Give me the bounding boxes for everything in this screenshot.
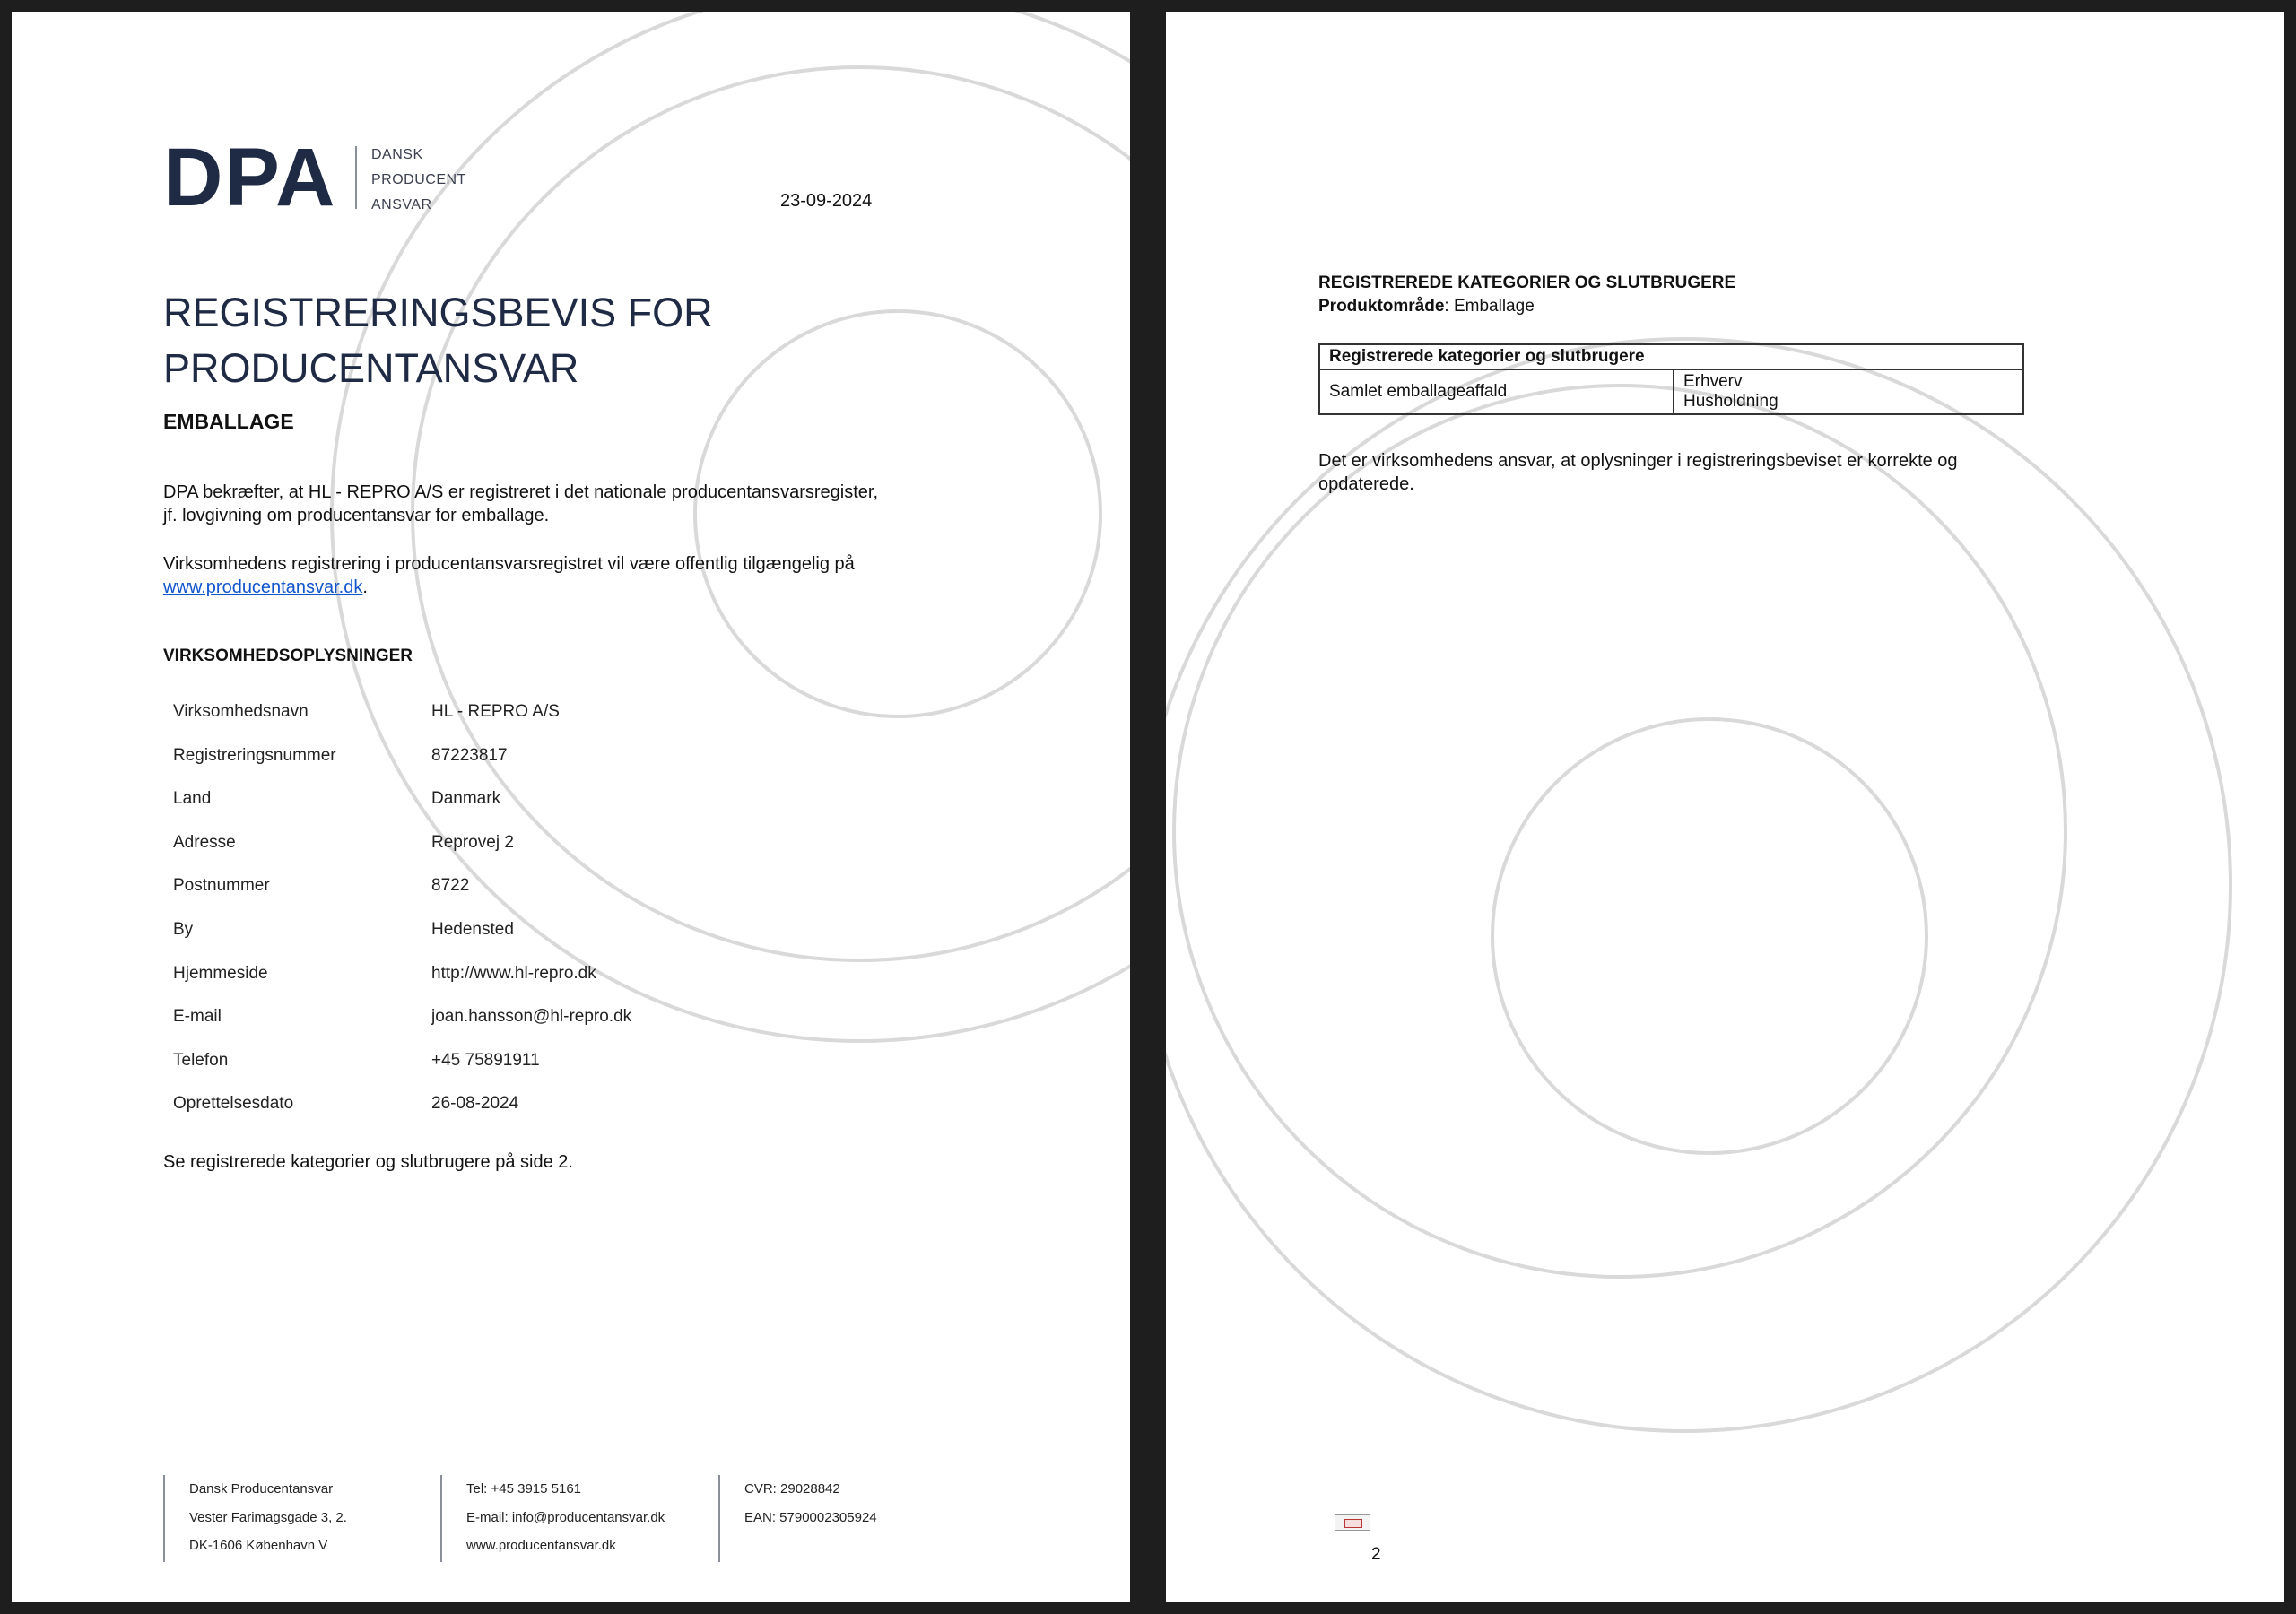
company-info-heading: VIRKSOMHEDSOPLYSNINGER <box>163 646 413 665</box>
document-page-2 <box>1166 12 2284 1602</box>
info-value: http://www.hl-repro.dk <box>431 963 596 983</box>
footer-website[interactable]: www.producentansvar.dk <box>466 1538 616 1553</box>
footer-ean: EAN: 5790002305924 <box>744 1509 877 1525</box>
ring-middle <box>1174 386 2066 1277</box>
table-header: Registrerede kategorier og slutbrugere <box>1319 344 2023 369</box>
registry-line-1: Virksomhedens registrering i producentansvarsregistret vil være offentlig tilgængelig på <box>163 554 855 574</box>
category-cell: Samlet emballageaffald <box>1319 369 1674 414</box>
product-area-label: Produktområde <box>1318 297 1445 316</box>
footer-cvr: CVR: 29028842 <box>744 1481 840 1497</box>
table-header-row <box>1319 344 2023 369</box>
info-label: Telefon <box>173 1050 229 1070</box>
table-row <box>173 876 631 920</box>
table-row <box>173 702 631 746</box>
info-label: E-mail <box>173 1007 222 1027</box>
table-row <box>173 789 631 833</box>
info-value: +45 75891911 <box>431 1050 540 1070</box>
info-value: joan.hansson@hl-repro.dk <box>431 1007 632 1027</box>
registry-line-2 <box>163 576 855 599</box>
product-area-value: : Emballage <box>1444 297 1535 316</box>
background-rings <box>1166 12 2284 1602</box>
table-row <box>173 1094 631 1138</box>
info-value: HL - REPRO A/S <box>431 702 560 721</box>
footer-contact-column <box>440 1475 665 1562</box>
table-row <box>1319 369 2023 414</box>
footer-address-column <box>163 1475 347 1562</box>
info-value: Danmark <box>431 789 501 809</box>
logo-mark: DPA <box>163 132 337 223</box>
info-label: Registreringsnummer <box>173 745 336 765</box>
title-line-1: REGISTRERINGSBEVIS FOR <box>163 290 713 335</box>
registry-paragraph <box>163 552 855 599</box>
table-row <box>173 964 631 1008</box>
logo-line-3: ANSVAR <box>371 197 432 213</box>
logo-line-2: PRODUCENT <box>371 172 466 187</box>
confirmation-paragraph <box>163 481 878 527</box>
producentansvar-link[interactable]: www.producentansvar.dk <box>163 577 363 597</box>
logo-wordmark <box>371 143 466 218</box>
table-row <box>173 833 631 877</box>
table-row <box>173 1007 631 1051</box>
logo-line-1: DANSK <box>371 147 423 162</box>
info-label: Hjemmeside <box>173 963 268 983</box>
info-value: Reprovej 2 <box>431 832 514 852</box>
responsibility-note: Det er virksomhedens ansvar, at oplysninger i registreringsbeviset er korrekte og opdaterede. <box>1318 451 1958 494</box>
categories-table <box>1318 343 2024 415</box>
ring-outer <box>1166 339 2231 1431</box>
see-page-2-note: Se registrerede kategorier og slutbrugere på side 2. <box>163 1152 573 1172</box>
info-value: 26-08-2024 <box>431 1094 519 1114</box>
ring-inner <box>1492 719 1926 1153</box>
logo-divider <box>355 146 357 209</box>
page-number: 2 <box>1371 1545 1381 1564</box>
document-title <box>163 285 713 396</box>
end-users-cell <box>1674 369 2023 414</box>
confirmation-line-2: jf. lovgivning om producentansvar for emballage. <box>163 506 550 525</box>
footer-city: DK-1606 København V <box>189 1538 328 1553</box>
broken-image-icon <box>1335 1514 1370 1531</box>
end-user-business: Erhverv <box>1683 372 1743 391</box>
info-value: 8722 <box>431 876 470 896</box>
table-row <box>173 746 631 790</box>
document-date: 23-09-2024 <box>780 191 873 211</box>
footer-email[interactable]: E-mail: info@producentansvar.dk <box>466 1509 665 1525</box>
info-label: Adresse <box>173 832 236 852</box>
company-info-table <box>173 702 631 1138</box>
product-area <box>1318 297 1535 317</box>
table-row <box>173 1051 631 1095</box>
document-subtitle: EMBALLAGE <box>163 410 294 433</box>
confirmation-line-1: DPA bekræfter, at HL - REPRO A/S er registreret i det nationale producentansvarsregister, <box>163 482 879 502</box>
document-page-1 <box>12 12 1130 1602</box>
footer-street: Vester Farimagsgade 3, 2. <box>189 1509 347 1525</box>
footer-phone: Tel: +45 3915 5161 <box>466 1481 582 1497</box>
info-value: Hedensted <box>431 919 514 939</box>
info-value: 87223817 <box>431 745 508 765</box>
footer-org-name: Dansk Producentansvar <box>189 1481 334 1497</box>
info-label: Virksomhedsnavn <box>173 702 309 721</box>
info-label: Land <box>173 789 212 809</box>
categories-heading: REGISTREREDE KATEGORIER OG SLUTBRUGERE <box>1318 273 1736 292</box>
title-line-2: PRODUCENTANSVAR <box>163 345 579 391</box>
info-label: Oprettelsesdato <box>173 1094 294 1114</box>
registry-period: . <box>362 577 368 597</box>
table-row <box>173 920 631 964</box>
footer-ids-column <box>718 1475 877 1562</box>
info-label: Postnummer <box>173 876 270 896</box>
end-user-household: Husholdning <box>1683 392 1779 411</box>
info-label: By <box>173 919 194 939</box>
